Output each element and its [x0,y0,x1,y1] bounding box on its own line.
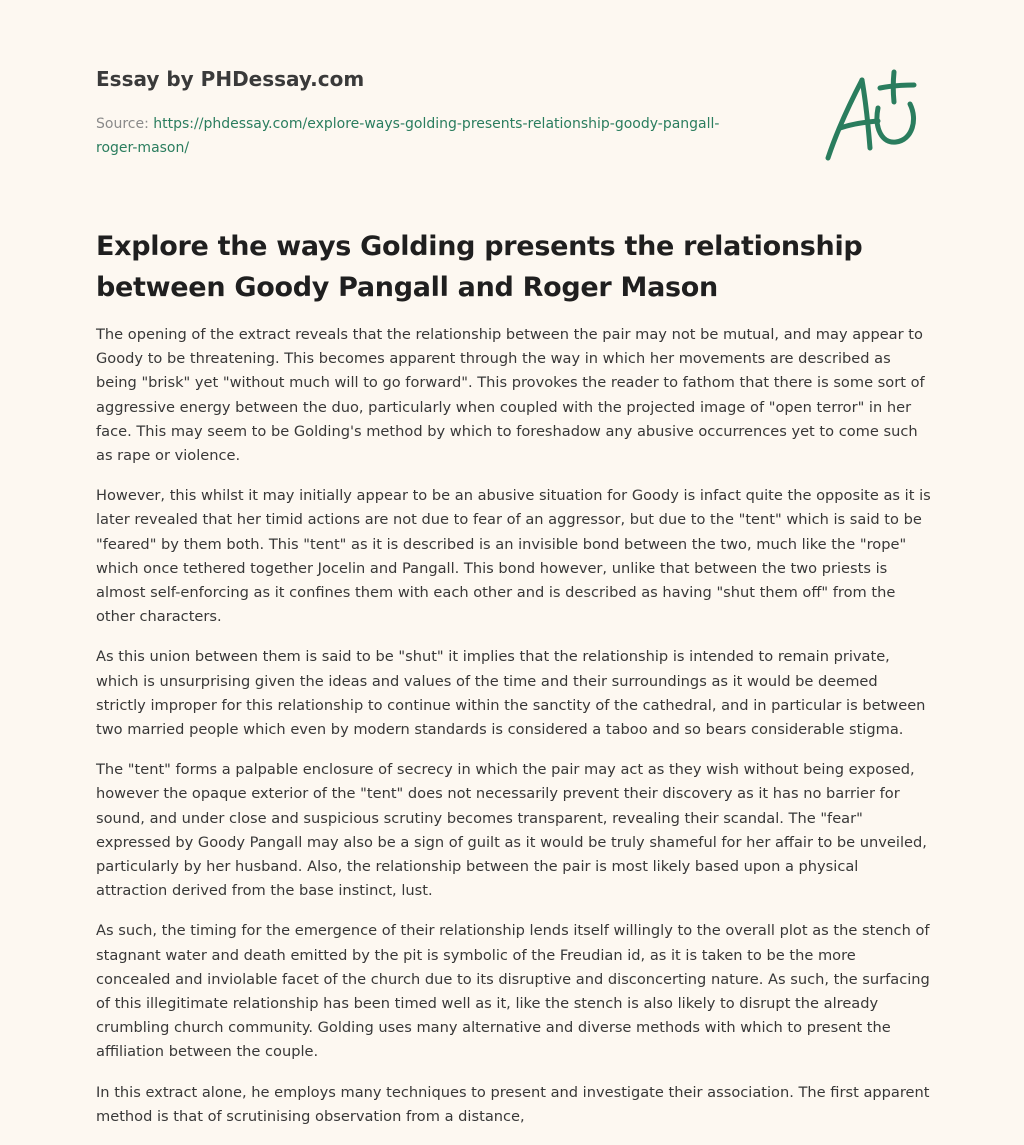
a-plus-logo [818,68,928,164]
article-body [96,323,932,1145]
page-header [96,66,736,160]
paragraph-2: However, this whilst it may initially appear to be an abusive situation for Goody is infact quite the opposite as it is later revealed that her timid actions are not due to fear of an aggressor, but due to the "tent" which is said to be "feared" by them both. This "tent" as it is described is an invisible bond between the two, much like the "rope" which once tethered together Jocelin and Pangall. This bond however, unlike that between the two priests is almost self-enforcing as it confines them with each other and is described as having "shut them off" from the other characters. [96,487,931,626]
site-title: Essay by PHDessay.com [96,67,365,91]
a-plus-logo-icon [818,68,928,164]
paragraph-4: The "tent" forms a palpable enclosure of secrecy in which the pair may act as they wish without being exposed, however the opaque exterior of the "tent" does not necessarily prevent their discovery as it has no barrier for sound, and under close and suspicious scrutiny becomes transparent, revealing their scandal. The "fear" expressed by Goody Pangall may also be a sign of guilt as it would be truly shameful for her affair to be unveiled, particularly by her husband. Also, the relationship between the pair is most likely based upon a physical attraction derived from the base instinct, lust. [96,761,927,900]
source-line [96,112,736,160]
source-link[interactable]: https://phdessay.com/explore-ways-golding-presents-relationship-goody-pangall-roger-mason/ [96,116,720,156]
paragraph-5: As such, the timing for the emergence of their relationship lends itself willingly to the overall plot as the stench of stagnant water and death emitted by the pit is symbolic of the Freudian id, as it is taken to be the more concealed and inviolable facet of the church due to its disruptive and disconcerting nature. As such, the surfacing of this illegitimate relationship has been timed well as it, like the stench is also likely to disrupt the already crumbling church community. Golding uses many alternative and diverse methods with which to present the affiliation between the couple. [96,922,930,1061]
paragraph-3: As this union between them is said to be "shut" it implies that the relationship is intended to remain private, which is unsurprising given the ideas and values of the time and their surroundings as it would be deemed strictly improper for this relationship to continue within the sanctity of the cathedral, and in particular is between two married people which even by modern standards is considered a taboo and so bears considerable stigma. [96,648,926,739]
article-title: Explore the ways Golding presents the relationship between Goody Pangall and Roger Mason [96,231,863,303]
paragraph-6: In this extract alone, he employs many techniques to present and investigate their association. The first apparent method is that of scrutinising observation from a distance, [96,1083,930,1125]
paragraph-1: The opening of the extract reveals that the relationship between the pair may not be mutual, and may appear to Goody to be threatening. This becomes apparent through the way in which her movements are described as being "brisk" yet "without much will to go forward". This provokes the reader to fathom that there is some sort of aggressive energy between the duo, particularly when coupled with the projected image of "open terror" in her face. This may seem to be Golding's method by which to foreshadow any abusive occurrences yet to come such as rape or violence. [96,326,925,465]
source-label: Source: [96,116,154,132]
